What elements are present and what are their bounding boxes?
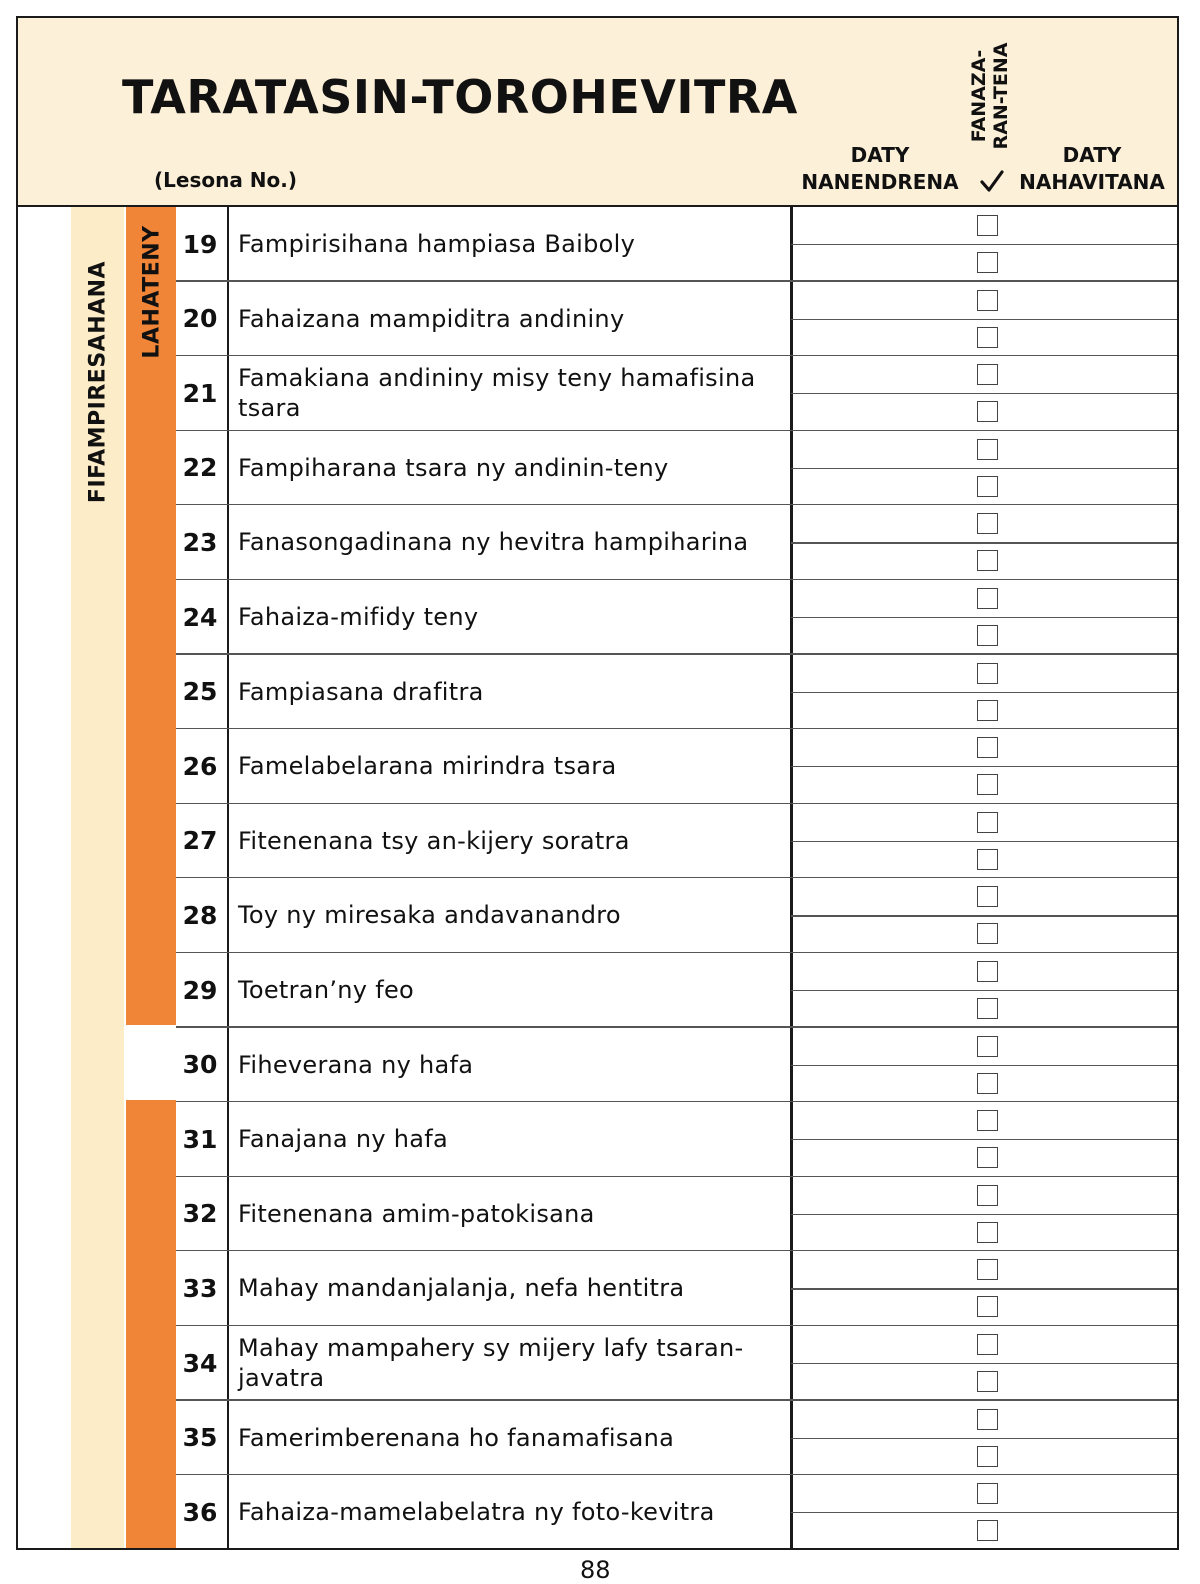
lesson-title: Toy ny miresaka andavanandro bbox=[238, 901, 621, 930]
lesson-row bbox=[176, 1102, 1179, 1177]
assignment-checkbox[interactable] bbox=[977, 737, 998, 758]
progress-chart bbox=[16, 16, 1179, 1550]
assignment-checkbox[interactable] bbox=[977, 1073, 998, 1094]
lesson-row bbox=[176, 953, 1179, 1028]
lesson-title: Fampirisihana hampiasa Baiboly bbox=[238, 230, 636, 258]
assignment-checkbox[interactable] bbox=[977, 1110, 998, 1131]
lesson-number: 20 bbox=[182, 304, 218, 334]
column-header-assignment-line2: RAN-TENA bbox=[990, 42, 1012, 150]
assignment-checkbox[interactable] bbox=[977, 1446, 998, 1467]
assignment-checkbox[interactable] bbox=[977, 1036, 998, 1057]
lesson-number: 25 bbox=[182, 677, 218, 707]
row-divider bbox=[791, 1065, 1179, 1066]
row-divider bbox=[791, 990, 1179, 991]
assignment-checkbox[interactable] bbox=[977, 1371, 998, 1392]
lesson-number: 26 bbox=[182, 751, 218, 781]
row-divider bbox=[791, 1438, 1179, 1439]
lesson-number-label: (Lesona No.) bbox=[154, 168, 298, 192]
assignment-checkbox[interactable] bbox=[977, 513, 998, 534]
lesson-title: Mahay mampahery sy mijery lafy tsaran-javatra bbox=[238, 1334, 744, 1392]
lesson-row bbox=[176, 431, 1179, 506]
lesson-number: 33 bbox=[182, 1273, 218, 1303]
lesson-number: 35 bbox=[182, 1423, 218, 1453]
lesson-title: Fiheverana ny hafa bbox=[238, 1050, 474, 1079]
lesson-title: Fahaiza-mamelabelatra ny foto-kevitra bbox=[238, 1498, 715, 1527]
column-header-date-completed-line2: NANENDRENA bbox=[801, 170, 959, 194]
lesson-title: Fanajana ny hafa bbox=[238, 1125, 449, 1154]
assignment-checkbox[interactable] bbox=[977, 663, 998, 684]
lesson-title: Fahaizana mampiditra andininy bbox=[238, 304, 625, 333]
row-divider bbox=[791, 244, 1179, 245]
row-divider bbox=[791, 617, 1179, 618]
row-divider bbox=[791, 1363, 1179, 1364]
lesson-number: 24 bbox=[182, 602, 218, 632]
section-label-outer: FIFAMPIRESAHANA bbox=[85, 260, 111, 504]
lesson-number: 32 bbox=[182, 1199, 218, 1229]
lesson-number: 22 bbox=[182, 453, 218, 483]
row-divider bbox=[791, 766, 1179, 767]
lesson-title: Mahay mandanjalanja, nefa hentitra bbox=[238, 1274, 685, 1303]
lesson-row bbox=[176, 356, 1179, 431]
lesson-number: 30 bbox=[182, 1050, 218, 1080]
assignment-checkbox[interactable] bbox=[977, 1259, 998, 1280]
column-header-date-delivered bbox=[1012, 142, 1172, 196]
row-divider bbox=[791, 1288, 1179, 1289]
assignment-checkbox[interactable] bbox=[977, 961, 998, 982]
assignment-checkbox[interactable] bbox=[977, 439, 998, 460]
column-header-date-delivered-line2: NAHAVITANA bbox=[1019, 170, 1165, 194]
assignment-checkbox[interactable] bbox=[977, 774, 998, 795]
assignment-checkbox[interactable] bbox=[977, 1185, 998, 1206]
row-divider bbox=[791, 915, 1179, 916]
lesson-row bbox=[176, 1326, 1179, 1401]
column-header-assignment bbox=[965, 26, 1015, 166]
lesson-number: 36 bbox=[182, 1497, 218, 1527]
lesson-title: Fitenenana tsy an-kijery soratra bbox=[238, 826, 630, 855]
lesson-number: 21 bbox=[182, 378, 218, 408]
lesson-title: Famerimberenana ho fanamafisana bbox=[238, 1423, 675, 1452]
lesson-number: 29 bbox=[182, 975, 218, 1005]
lesson-row bbox=[176, 1028, 1179, 1103]
column-header-date-delivered-line1: DATY bbox=[1062, 143, 1122, 167]
assignment-checkbox[interactable] bbox=[977, 588, 998, 609]
lesson-table bbox=[18, 207, 1177, 1550]
assignment-checkbox[interactable] bbox=[977, 476, 998, 497]
column-header-date-completed-line1: DATY bbox=[850, 143, 910, 167]
assignment-checkbox[interactable] bbox=[977, 327, 998, 348]
lesson-row bbox=[176, 207, 1179, 282]
assignment-checkbox[interactable] bbox=[977, 849, 998, 870]
lesson-row bbox=[176, 580, 1179, 655]
row-divider bbox=[791, 1139, 1179, 1140]
lesson-number: 19 bbox=[182, 229, 218, 259]
lesson-title: Fahaiza-mifidy teny bbox=[238, 603, 479, 631]
lesson-number: 34 bbox=[182, 1348, 218, 1378]
lesson-number: 23 bbox=[182, 527, 218, 557]
assignment-checkbox[interactable] bbox=[977, 1409, 998, 1430]
row-divider bbox=[791, 841, 1179, 842]
assignment-checkbox[interactable] bbox=[977, 550, 998, 571]
assignment-checkbox[interactable] bbox=[977, 1222, 998, 1243]
row-divider bbox=[791, 319, 1179, 320]
assignment-checkbox[interactable] bbox=[977, 1296, 998, 1317]
lesson-title: Toetran’ny feo bbox=[238, 976, 414, 1004]
lesson-row bbox=[176, 1475, 1179, 1550]
lesson-title: Fampiharana tsara ny andinin-teny bbox=[238, 453, 669, 482]
lesson-row bbox=[176, 729, 1179, 804]
assignment-checkbox[interactable] bbox=[977, 1147, 998, 1168]
lesson-title: Famelabelarana mirindra tsara bbox=[238, 752, 617, 781]
assignment-checkbox[interactable] bbox=[977, 252, 998, 273]
lesson-row bbox=[176, 655, 1179, 730]
assignment-checkbox[interactable] bbox=[977, 886, 998, 907]
row-divider bbox=[791, 692, 1179, 693]
column-header-assignment-line1: FANAZA- bbox=[968, 49, 990, 143]
page-number: 88 bbox=[580, 1556, 611, 1584]
assignment-checkbox[interactable] bbox=[977, 215, 998, 236]
section-label-inner: LAHATENY bbox=[139, 225, 165, 359]
assignment-checkbox[interactable] bbox=[977, 625, 998, 646]
row-divider bbox=[791, 542, 1179, 543]
lesson-row bbox=[176, 1177, 1179, 1252]
column-header-date-completed bbox=[800, 142, 960, 196]
row-divider bbox=[791, 1512, 1179, 1513]
lesson-row bbox=[176, 505, 1179, 580]
lesson-row bbox=[176, 1251, 1179, 1326]
assignment-checkbox[interactable] bbox=[977, 290, 998, 311]
assignment-checkbox[interactable] bbox=[977, 700, 998, 721]
lesson-number: 31 bbox=[182, 1124, 218, 1154]
assignment-checkbox[interactable] bbox=[977, 812, 998, 833]
lesson-row bbox=[176, 1401, 1179, 1476]
lesson-row bbox=[176, 878, 1179, 953]
lesson-row bbox=[176, 282, 1179, 357]
checkmark-icon bbox=[980, 170, 1004, 192]
assignment-checkbox[interactable] bbox=[977, 1334, 998, 1355]
assignment-checkbox[interactable] bbox=[977, 923, 998, 944]
assignment-checkbox[interactable] bbox=[977, 1483, 998, 1504]
assignment-checkbox[interactable] bbox=[977, 1520, 998, 1541]
row-separator bbox=[176, 1549, 1179, 1550]
row-divider bbox=[791, 468, 1179, 469]
section-band-inner-bottom bbox=[126, 1100, 176, 1550]
lesson-row bbox=[176, 804, 1179, 879]
lesson-title: Fitenenana amim-patokisana bbox=[238, 1199, 595, 1228]
assignment-checkbox[interactable] bbox=[977, 401, 998, 422]
assignment-checkbox[interactable] bbox=[977, 364, 998, 385]
chart-title: TARATASIN-TOROHEVITRA bbox=[122, 70, 798, 124]
lesson-title: Famakiana andininy misy teny hamafisina tsara bbox=[238, 364, 756, 423]
row-divider bbox=[791, 1214, 1179, 1215]
lesson-title: Fampiasana drafitra bbox=[238, 677, 484, 706]
row-divider bbox=[791, 393, 1179, 394]
lesson-number: 27 bbox=[182, 826, 218, 856]
chart-header bbox=[18, 18, 1177, 207]
lesson-title: Fanasongadinana ny hevitra hampiharina bbox=[238, 528, 749, 557]
assignment-checkbox[interactable] bbox=[977, 998, 998, 1019]
lesson-number: 28 bbox=[182, 900, 218, 930]
